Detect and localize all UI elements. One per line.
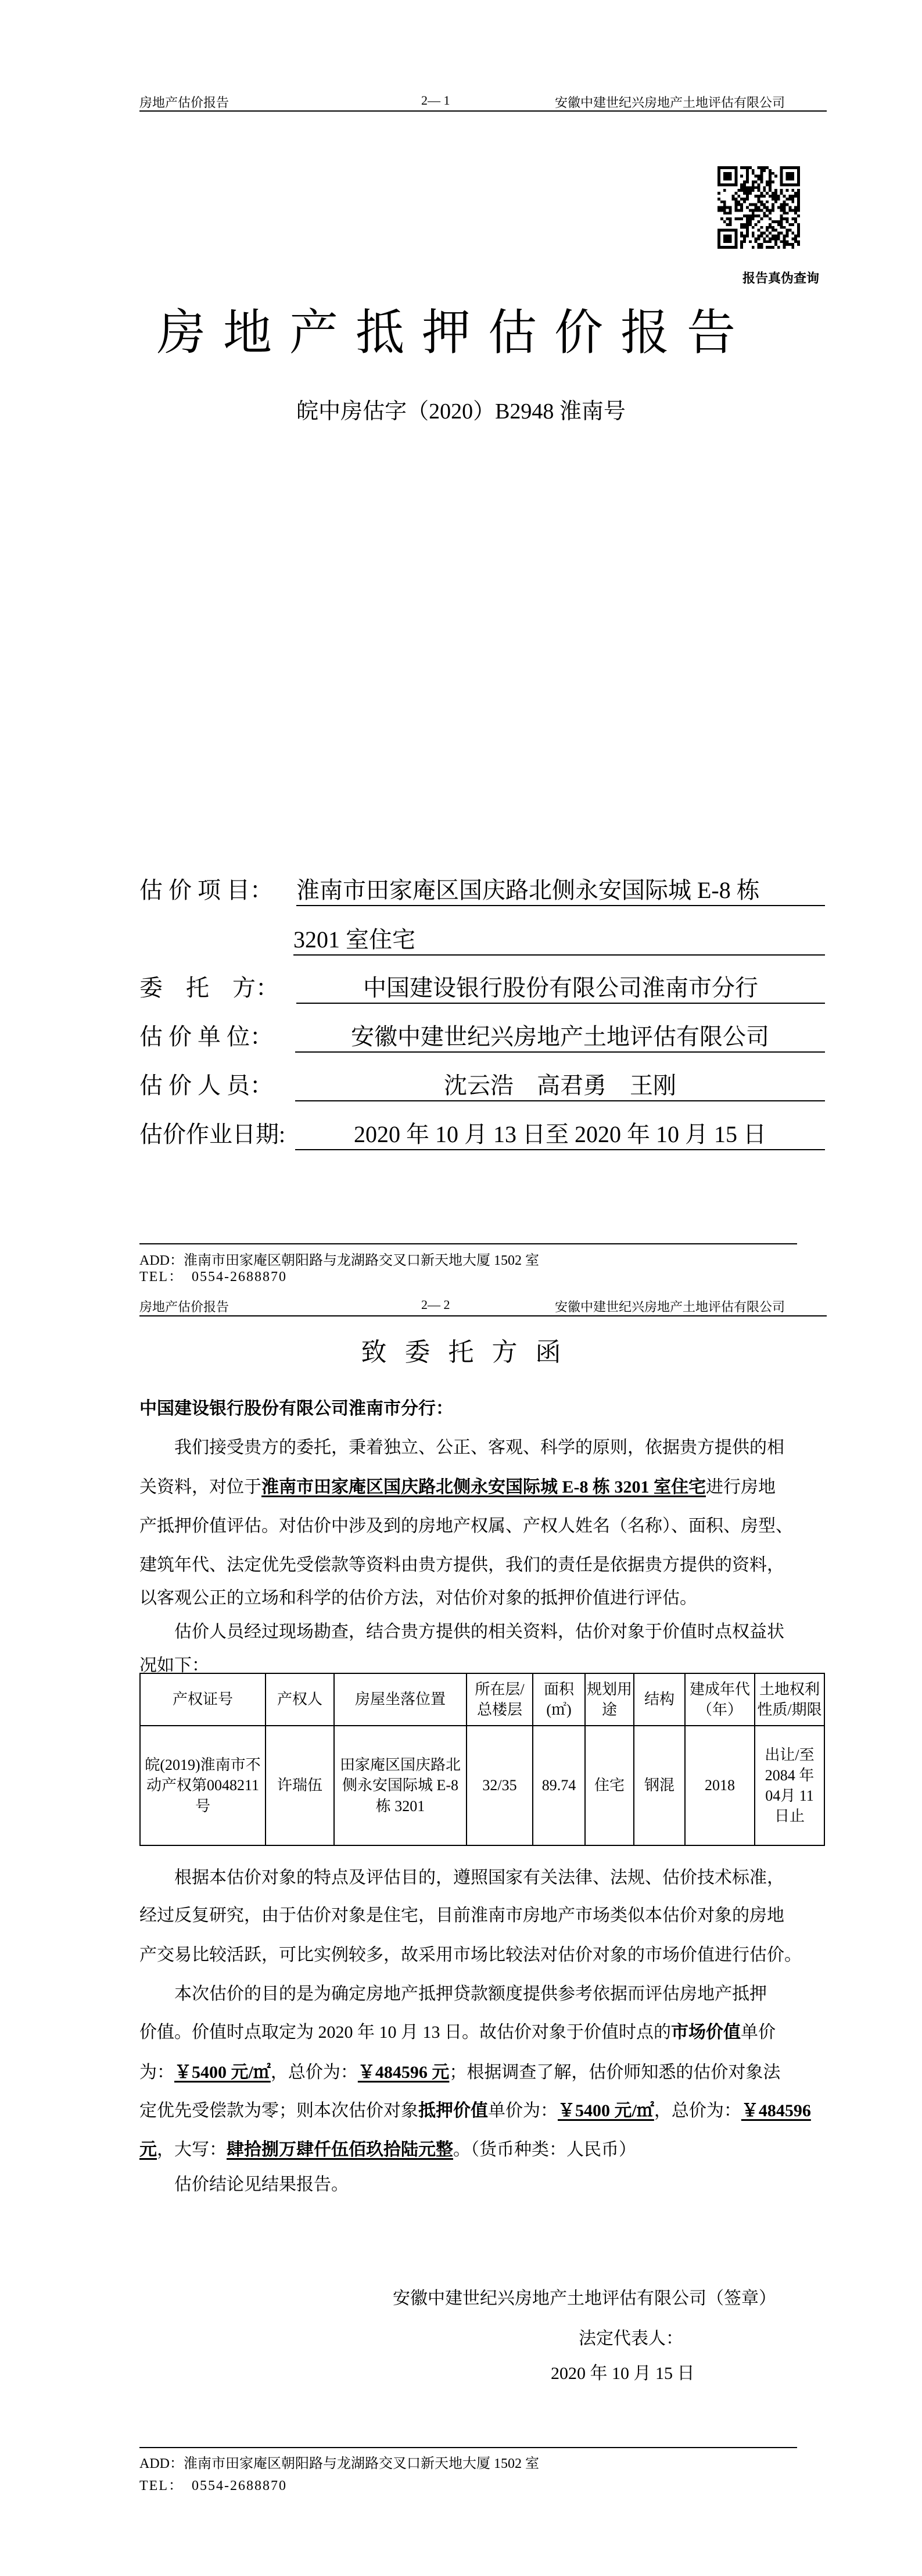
- field-value: 淮南市田家庵区国庆路北侧永安国际城 E-8 栋: [296, 872, 825, 906]
- para-line: [139, 2017, 825, 2043]
- para-line: 产交易比较活跃，可比实例较多，故采用市场比较法对估价对象的市场价值进行估价。: [139, 1945, 802, 1965]
- text: 单价为：: [488, 2101, 558, 2120]
- text: 。（货币种类：人民币）: [453, 2140, 636, 2159]
- field-value: 中国建设银行股份有限公司淮南市分行: [296, 969, 825, 1004]
- field-label: 估 价 单 位：: [139, 1024, 273, 1050]
- field-project: [139, 872, 825, 905]
- column-header: 土地权利性质/期限: [755, 1673, 824, 1726]
- column-header: 面积(㎡): [533, 1673, 585, 1726]
- para-line: [139, 1472, 825, 1498]
- header-page-number: 2— 2: [421, 1297, 450, 1312]
- field-label: 委 托 方：: [139, 975, 279, 1001]
- market-total-price: ￥484596 元: [357, 2063, 450, 2082]
- para-line: 况如下：: [139, 1656, 209, 1675]
- table-cell: 2018: [685, 1726, 755, 1845]
- table-cell: 32/35: [467, 1726, 533, 1845]
- text: 元: [139, 2140, 157, 2159]
- para-line: 经过反复研究，由于估价对象是住宅，目前淮南市房地产市场类似本估价对象的房地: [139, 1906, 784, 1925]
- field-label: 估 价 人 员：: [139, 1072, 273, 1099]
- mortgage-value-label: 抵押价值: [418, 2101, 488, 2120]
- text: 价值。价值时点取定为 2020 年 10 月 13 日。故估价对象于价值时点的: [139, 2023, 671, 2042]
- field-value: 安徽中建世纪兴房地产土地评估有限公司: [295, 1018, 825, 1053]
- text: 进行房地: [706, 1477, 776, 1497]
- column-header: 建成年代（年）: [685, 1673, 755, 1726]
- field-label: 估 价 项 目：: [139, 877, 273, 903]
- field-value: 沈云浩 高君勇 王刚: [295, 1067, 825, 1101]
- signature-date: 2020 年 10 月 15 日: [551, 2364, 695, 2383]
- market-value-label: 市场价值: [671, 2023, 741, 2042]
- column-header: 产权证号: [140, 1673, 266, 1726]
- para-line: 估价结论见结果报告。: [174, 2175, 349, 2194]
- table-cell: 住宅: [585, 1726, 634, 1845]
- header-right: 安徽中建世纪兴房地产土地评估有限公司: [555, 95, 785, 110]
- para-line: 我们接受贵方的委托，秉着独立、公正、客观、科学的原则，依据贵方提供的相: [174, 1438, 784, 1457]
- text: ，大写：: [157, 2140, 227, 2159]
- text: 为：: [139, 2063, 174, 2082]
- text: 定优先受偿款为零；则本次估价对象: [139, 2101, 418, 2120]
- mortgage-total-price: ￥484596: [741, 2101, 811, 2120]
- para-line: [139, 2096, 825, 2121]
- text: ，总价为：: [270, 2063, 358, 2082]
- property-address: 淮南市田家庵区国庆路北侧永安国际城 E-8 栋 3201 室住宅: [261, 1477, 706, 1497]
- para-line: 产抵押价值评估。对估价中涉及到的房地产权属、产权人姓名（名称）、面积、房型、: [139, 1516, 793, 1536]
- text: ；根据调查了解，估价师知悉的估价对象法: [449, 2063, 781, 2082]
- column-header: 结构: [634, 1673, 685, 1726]
- header-right: 安徽中建世纪兴房地产土地评估有限公司: [555, 1300, 785, 1314]
- footer-address: ADD：淮南市田家庵区朝阳路与龙湖路交叉口新天地大厦 1502 室: [139, 2456, 539, 2471]
- header-page-number: 2— 1: [421, 93, 450, 108]
- table-cell: 田家庵区国庆路北侧永安国际城 E-8栋 3201: [334, 1726, 467, 1845]
- footer-tel: TEL： 0554-2688870: [139, 1269, 287, 1285]
- para-line: 建筑年代、法定优先受偿款等资料由贵方提供，我们的责任是依据贵方提供的资料，: [139, 1555, 784, 1575]
- column-header: 所在层/总楼层: [467, 1673, 533, 1726]
- table-cell: 钢混: [634, 1726, 685, 1845]
- header-rule: [139, 1315, 827, 1316]
- mortgage-unit-price: ￥5400 元/㎡: [558, 2101, 654, 2120]
- table-cell: 皖(2019)淮南市不动产权第0048211号: [140, 1726, 266, 1845]
- column-header: 产权人: [266, 1673, 334, 1726]
- column-header: 规划用途: [585, 1673, 634, 1726]
- qr-caption: 报告真伪查询: [742, 271, 820, 285]
- field-client: [139, 969, 825, 1003]
- field-work-dates: [139, 1116, 825, 1149]
- table-row: [140, 1726, 824, 1845]
- footer-tel: TEL： 0554-2688870: [139, 2478, 287, 2493]
- table-cell: 出让/至2084 年 04月 11 日止: [755, 1726, 824, 1845]
- para-line: 根据本估价对象的特点及评估目的，遵照国家有关法律、法规、估价技术标准，: [174, 1868, 784, 1887]
- field-value: 3201 室住宅: [293, 921, 825, 956]
- para-line: 估价人员经过现场勘查，结合贵方提供的相关资料，估价对象于价值时点权益状: [174, 1622, 784, 1641]
- header-rule: [139, 110, 827, 112]
- field-appraiser-org: [139, 1018, 825, 1051]
- table-cell: 89.74: [533, 1726, 585, 1845]
- letter-title: 致 委 托 方 函: [361, 1338, 561, 1366]
- signature-company: 安徽中建世纪兴房地产土地评估有限公司（签章）: [393, 2289, 776, 2308]
- addressee: 中国建设银行股份有限公司淮南市分行：: [139, 1399, 453, 1418]
- table-cell: 许瑞伍: [266, 1726, 334, 1845]
- market-unit-price: ￥5400 元/㎡: [174, 2063, 271, 2082]
- legal-representative: 法定代表人：: [579, 2329, 683, 2348]
- para-line: [139, 2135, 825, 2160]
- report-number: 皖中房估字（2020）B2948 淮南号: [296, 399, 626, 424]
- report-title: 房地产抵押估价报告: [157, 306, 754, 360]
- text: ，总价为：: [654, 2101, 741, 2120]
- para-line: 以客观公正的立场和科学的估价方法，对估价对象的抵押价值进行评估。: [139, 1588, 697, 1608]
- header-left: 房地产估价报告: [139, 95, 229, 110]
- property-table: [139, 1673, 825, 1846]
- footer-rule: [139, 1243, 797, 1244]
- footer-address: ADD：淮南市田家庵区朝阳路与龙湖路交叉口新天地大厦 1502 室: [139, 1253, 539, 1268]
- text: 单价: [741, 2023, 776, 2042]
- amount-in-words: 肆拾捌万肆仟伍佰玖拾陆元整: [227, 2140, 453, 2159]
- para-line: 本次估价的目的是为确定房地产抵押贷款额度提供参考依据而评估房地产抵押: [174, 1984, 767, 2003]
- field-value: 2020 年 10 月 13 日至 2020 年 10 月 15 日: [295, 1116, 825, 1150]
- header-left: 房地产估价报告: [139, 1300, 229, 1314]
- column-header: 房屋坐落位置: [334, 1673, 467, 1726]
- footer-rule: [139, 2447, 797, 2448]
- qr-code-icon: [717, 166, 800, 249]
- field-label: 估价作业日期:: [139, 1121, 286, 1147]
- text: 关资料，对位于: [139, 1477, 261, 1497]
- field-appraisers: [139, 1067, 825, 1100]
- table-header-row: [140, 1673, 824, 1726]
- para-line: [139, 2058, 825, 2083]
